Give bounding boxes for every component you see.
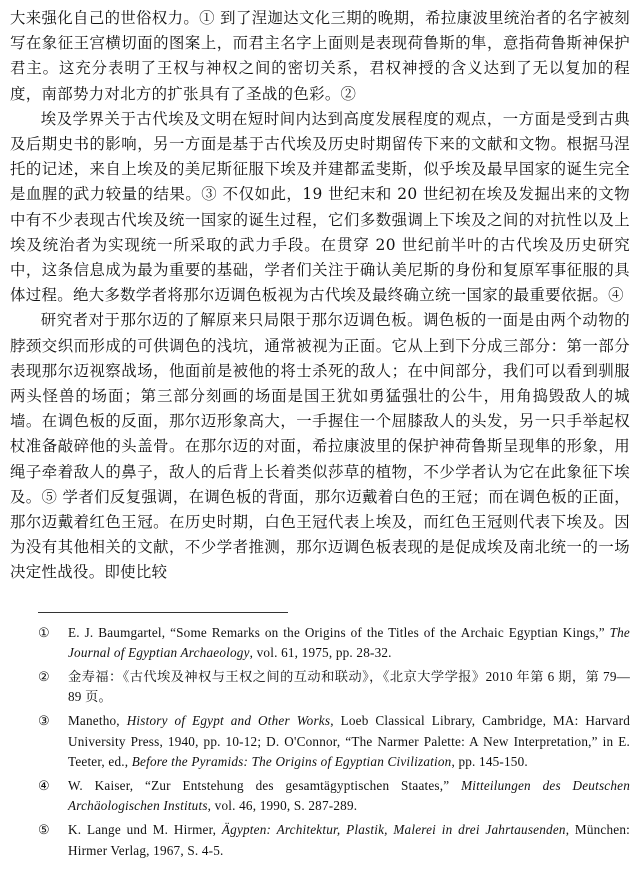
footnote-4 bbox=[10, 776, 630, 817]
footnote-segment: K. Lange und M. Hirmer, bbox=[68, 822, 222, 838]
book-title: History of Egypt and Other Works bbox=[126, 713, 331, 729]
footnote-marker: ② bbox=[38, 668, 51, 684]
footnote-text bbox=[68, 711, 630, 773]
footnote-segment: Manetho, bbox=[68, 713, 127, 729]
footnote-marker: ① bbox=[38, 624, 51, 640]
footnote-3 bbox=[10, 711, 630, 773]
footnote-segment: 金寿福：《古代埃及神权与王权之间的互动和联动》，《北京大学学报》2010 年第 6 期，第 79—89 页。 bbox=[68, 668, 630, 705]
paragraph-2: 埃及学界关于古代埃及文明在短时间内达到高度发展程度的观点，一方面是受到古典及后期史书的影响，另一方面是基于古代埃及历史时期留传下来的文献和文物。根据马涅托的记述，来自上埃及的美尼斯征服下埃及并建都孟斐斯，似乎埃及最早国家的诞生完全是血腥的武力较量的结果。③ 不仅如此，19 世纪末和 20 世纪初在埃及发掘出来的文物中有不少表现古代埃及统一国家的诞生过程，它们多数强调上下埃及之间的对抗性以及上埃及统治者为实现统一所采取的武力手段。在贯穿 20 世纪前半叶的古代埃及历史研究中，这条信息成为最为重要的基础，学者们关注于确认美尼斯的身份和复原军事征服的具体过程。绝大多数学者将那尔迈调色板视为古代埃及最终确立统一国家的最重要依据。④ bbox=[10, 109, 630, 305]
footnote-segment: E. J. Baumgartel, “Some Remarks on the Origins of the Titles of the Archaic Egyptian Kings,” bbox=[68, 624, 610, 640]
footnote-separator bbox=[38, 612, 288, 613]
footnote-5 bbox=[10, 820, 630, 861]
paragraph-3: 研究者对于那尔迈的了解原来只局限于那尔迈调色板。调色板的一面是由两个动物的脖颈交织而形成的可供调色的浅坑，通常被视为正面。它从上到下分成三部分：第一部分表现那尔迈视察战场，他面前是被他的将士杀死的敌人；在中间部分，我们可以看到驯服两头怪兽的场面；第三部分刻画的场面是国王犹如勇猛强壮的公牛，用角捣毁敌人的城墙。在调色板的反面，那尔迈形象高大，一手握住一个屈膝敌人的头发，另一只手举起权杖准备敲碎他的头盖骨。在那尔迈的对面，希拉康波里的保护神荷鲁斯呈现隼的形象，用绳子牵着敌人的鼻子，敌人的后背上长着类似莎草的植物，不少学者认为它在此象征下埃及。⑤ 学者们反复强调，在调色板的背面，那尔迈戴着白色的王冠；而在调色板的正面，那尔迈戴着红色王冠。在历史时期，白色王冠代表上埃及，而红色王冠则代表下埃及。因为没有其他相关的文献，不少学者推测，那尔迈调色板表现的是促成埃及南北统一的一场决定性战役。即使比较 bbox=[10, 311, 630, 582]
journal-title: The Journal of Egyptian Archaeology bbox=[68, 624, 630, 661]
footnote-2 bbox=[10, 667, 630, 708]
paragraph-1: 大来强化自己的世俗权力。① 到了涅迦达文化三期的晚期，希拉康波里统治者的名字被刻写在象征王宫横切面的图案上，而君主名字上面则是表现荷鲁斯的隼，意指荷鲁斯神保护君主。这充分表明了王权与神权之间的密切关系，君权神授的含义达到了无以复加的程度，南部势力对北方的扩张具有了圣战的色彩。② bbox=[10, 9, 630, 103]
footnote-marker: ⑤ bbox=[38, 822, 51, 838]
footnote-segment: , vol. 61, 1975, pp. 28-32. bbox=[249, 645, 392, 661]
footnote-segment: , Loeb Classical Library, Cambridge, MA: Harvard University Press, 1940, pp. 10-12; D. O'Connor, “The Narmer Palette: A New Interpretation,” in E. Teeter, ed., bbox=[68, 713, 630, 770]
footnote-marker: ④ bbox=[38, 777, 51, 793]
footnotes bbox=[10, 623, 630, 862]
footnote-text bbox=[68, 623, 630, 664]
footnote-1 bbox=[10, 623, 630, 664]
footnote-text bbox=[68, 667, 630, 708]
journal-title: Mitteilungen des Deutschen Archäologischen Instituts bbox=[68, 777, 630, 814]
footnote-segment: , München: Hirmer Verlag, 1967, S. 4-5. bbox=[68, 822, 630, 858]
footnote-segment: , vol. 46, 1990, S. 287-289. bbox=[207, 798, 358, 814]
book-title: Before the Pyramids: The Origins of Egyptian Civilization bbox=[131, 754, 452, 770]
footnote-text bbox=[68, 820, 630, 861]
book-title: Ägypten: Architektur, Plastik, Malerei in drei Jahrtausenden bbox=[221, 822, 566, 838]
footnote-segment: , pp. 145-150. bbox=[451, 754, 528, 770]
footnote-segment: W. Kaiser, “Zur Entstehung des gesamtägyptischen Staates,” bbox=[68, 777, 462, 793]
footnote-marker: ③ bbox=[38, 713, 51, 729]
footnote-text bbox=[68, 776, 630, 817]
main-text bbox=[10, 6, 630, 586]
